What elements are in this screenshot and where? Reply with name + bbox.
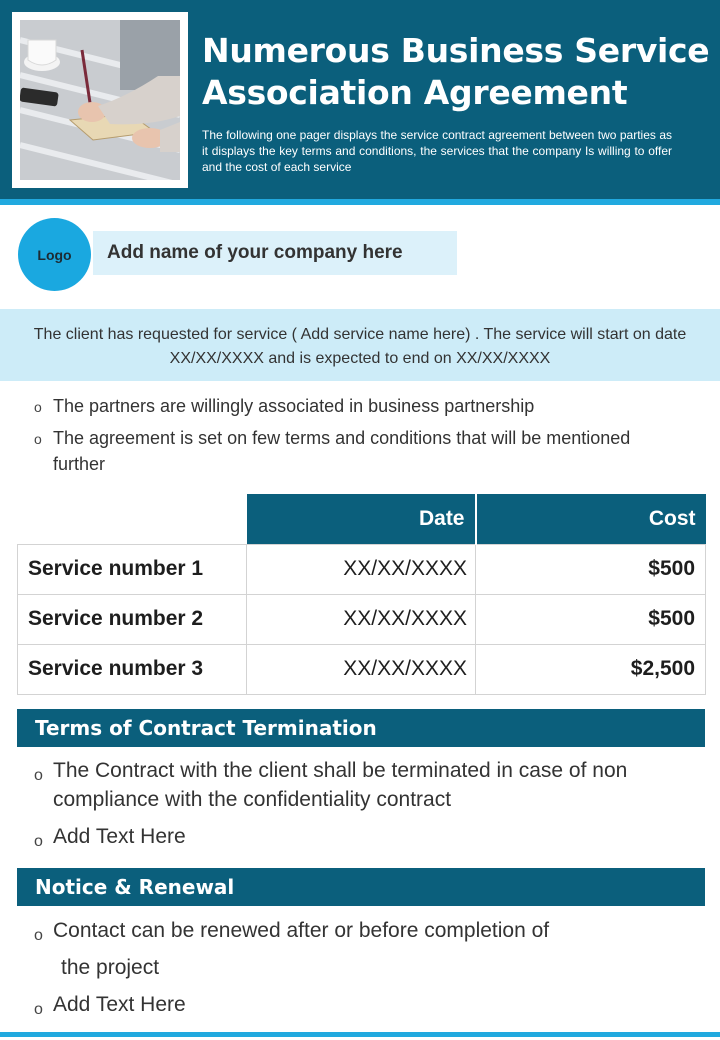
page-subtitle: The following one pager displays the service contract agreement between two parties as it displays the key terms and conditions, the services that the company Is willing to offer and the cost of each service	[202, 128, 672, 174]
bullet-text-continued: the project	[61, 956, 160, 979]
service-name-cell: Service number 1	[18, 544, 247, 594]
service-date-cell: XX/XX/XXXX	[247, 644, 476, 694]
notice-heading-text: Notice & Renewal	[35, 875, 235, 899]
termination-list	[34, 756, 694, 859]
logo-label: Logo	[37, 246, 72, 263]
service-cost-cell: $500	[476, 544, 706, 594]
writing-desk-illustration	[20, 20, 180, 180]
bullet-icon: o	[34, 1001, 43, 1018]
bullet-text: The Contract with the client shall be terminated in case of non compliance with the confidentiality contract	[53, 759, 628, 811]
list-item	[34, 425, 674, 477]
header-photo	[20, 20, 180, 180]
service-cost-cell: $2,500	[476, 644, 706, 694]
header-photo-frame	[12, 12, 188, 188]
bullet-text: Add Text Here	[53, 825, 186, 848]
list-item	[34, 986, 694, 1023]
table-row	[18, 544, 706, 594]
service-cost-cell: $500	[476, 594, 706, 644]
service-request-text: The client has requested for service ( Add service name here) . The service will start on date XX/XX/XXXX and is expected to end on XX/XX/XXXX	[33, 326, 687, 367]
bullet-icon: o	[34, 833, 43, 850]
table-row	[18, 594, 706, 644]
list-item	[34, 912, 694, 986]
service-request-band	[0, 309, 720, 381]
table-header-cost: Cost	[476, 494, 706, 544]
bullet-text: The partners are willingly associated in business partnership	[53, 396, 535, 416]
services-table	[17, 494, 706, 695]
intro-bullet-list	[34, 393, 674, 483]
company-name: Add name of your company here	[107, 242, 403, 263]
termination-section-heading	[17, 709, 705, 747]
service-date-cell: XX/XX/XXXX	[247, 544, 476, 594]
company-logo	[18, 218, 91, 291]
notice-section-heading	[17, 868, 705, 906]
bullet-icon: o	[34, 767, 43, 784]
service-name-cell: Service number 2	[18, 594, 247, 644]
page-title: Numerous Business Service Association Agreement	[202, 31, 710, 112]
termination-heading-text: Terms of Contract Termination	[35, 716, 377, 740]
table-header-date: Date	[247, 494, 476, 544]
list-item	[34, 822, 694, 851]
bullet-icon: o	[34, 399, 42, 415]
table-header-blank	[18, 494, 247, 544]
bullet-icon: o	[34, 431, 42, 447]
footer-accent-stripe	[0, 1032, 720, 1037]
bullet-icon: o	[34, 927, 43, 944]
service-date-cell: XX/XX/XXXX	[247, 594, 476, 644]
notice-list	[34, 912, 694, 1023]
bullet-text: Contact can be renewed after or before completion of	[53, 919, 550, 942]
list-item	[34, 393, 674, 419]
service-name-cell: Service number 3	[18, 644, 247, 694]
bullet-text: The agreement is set on few terms and conditions that will be mentioned further	[53, 428, 631, 474]
list-item	[34, 756, 694, 814]
header-banner	[0, 0, 720, 199]
header-accent-stripe	[0, 199, 720, 205]
bullet-text: Add Text Here	[53, 993, 186, 1016]
table-header-row	[18, 494, 706, 544]
table-row	[18, 644, 706, 694]
company-name-box	[93, 231, 457, 275]
